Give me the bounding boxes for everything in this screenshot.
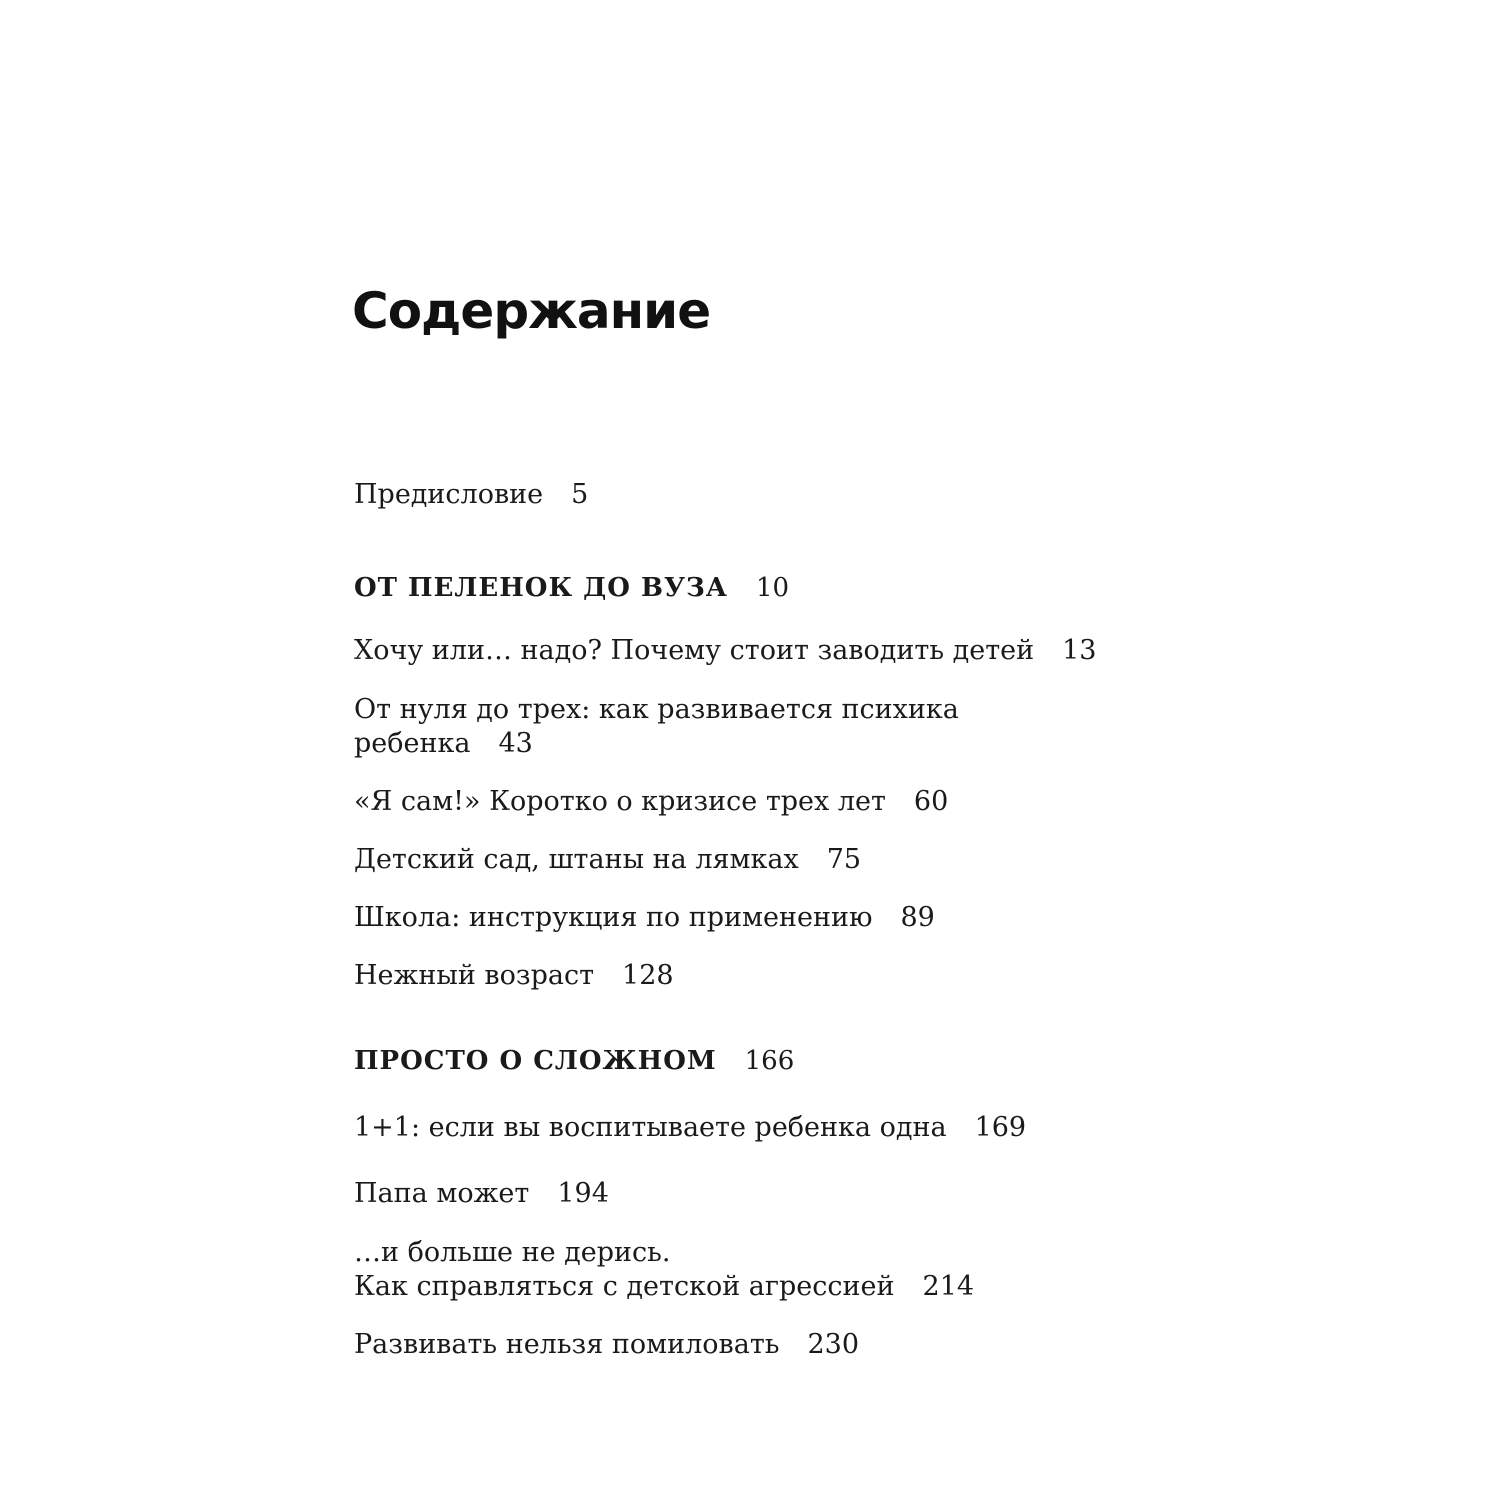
toc-entry-page: 128	[622, 960, 674, 991]
toc-entry-page: 43	[498, 728, 533, 759]
toc-entry-page: 75	[826, 844, 862, 875]
toc-entry-title: Развивать нельзя помиловать	[354, 1329, 780, 1360]
toc-section-heading[interactable]	[354, 1044, 794, 1078]
toc-section-title: ОТ ПЕЛЕНОК ДО ВУЗА	[354, 573, 728, 603]
toc-entry-title-line: ребенка	[354, 728, 471, 759]
toc-entry[interactable]	[354, 785, 948, 819]
toc-entry[interactable]	[354, 1328, 859, 1362]
toc-entry-page: 60	[913, 786, 949, 817]
page-title: Содержание	[352, 282, 711, 340]
toc-entry-page: 5	[571, 479, 589, 510]
toc-entry[interactable]	[354, 1111, 1026, 1145]
toc-entry-title: Школа: инструкция по применению	[354, 902, 873, 933]
toc-entry-title: 1+1: если вы воспитываете ребенка одна	[354, 1112, 947, 1143]
toc-entry[interactable]	[354, 843, 861, 877]
toc-entry-page: 166	[744, 1046, 795, 1076]
toc-entry-page: 169	[974, 1112, 1027, 1143]
toc-section-heading[interactable]	[354, 571, 789, 605]
toc-entry-title: Нежный возраст	[354, 960, 595, 991]
toc-entry[interactable]	[354, 901, 935, 935]
toc-entry[interactable]	[354, 693, 959, 761]
toc-entry-title: «Я сам!» Коротко о кризисе трех лет	[354, 786, 886, 817]
toc-entry[interactable]	[354, 959, 674, 993]
toc-entry[interactable]	[354, 634, 1096, 668]
toc-entry-page: 214	[922, 1271, 975, 1302]
toc-section-title: ПРОСТО О СЛОЖНОМ	[354, 1046, 717, 1076]
toc-entry-preface[interactable]	[354, 478, 588, 512]
toc-entry-title-line: От нуля до трех: как развивается психика	[354, 694, 959, 725]
toc-entry-title: Папа может	[354, 1178, 530, 1209]
toc-entry-page: 230	[807, 1329, 860, 1360]
toc-entry-title: Хочу или… надо? Почему стоит заводить детей	[354, 635, 1035, 666]
toc-entry-title: Предисловие	[354, 479, 544, 510]
toc-entry[interactable]	[354, 1177, 609, 1211]
toc-entry-page: 194	[557, 1178, 609, 1209]
toc-entry-title: Детский сад, штаны на лямках	[354, 844, 799, 875]
toc-entry-page: 10	[755, 573, 790, 603]
toc-entry-page: 89	[900, 902, 935, 933]
toc-entry[interactable]	[354, 1236, 974, 1304]
toc-entry-title-line: Как справляться с детской агрессией	[354, 1271, 895, 1302]
toc-entry-page: 13	[1062, 635, 1097, 666]
toc-entry-title-line: …и больше не дерись.	[354, 1237, 671, 1268]
